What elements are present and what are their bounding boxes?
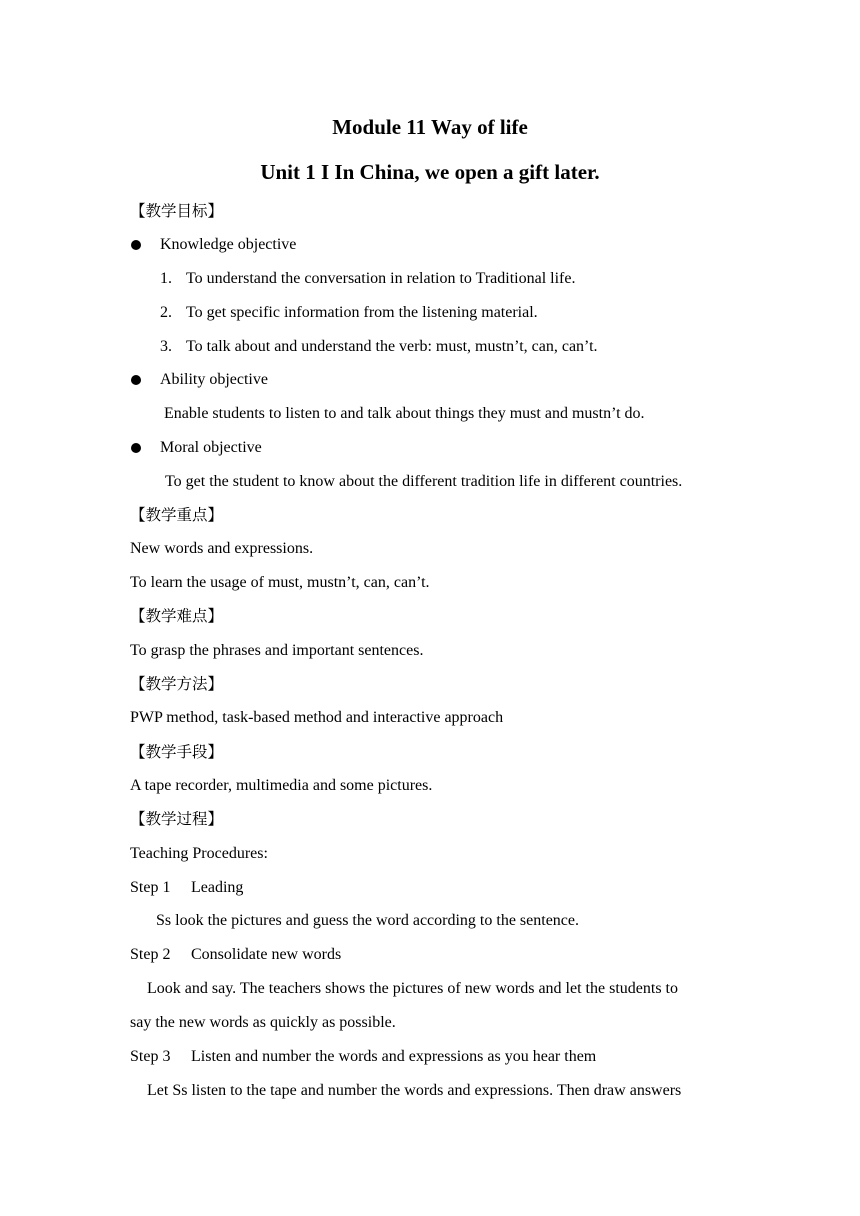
step-text: Ss look the pictures and guess the word according to the sentence. — [156, 912, 579, 929]
step-label: Step 3 — [130, 1048, 171, 1065]
knowledge-objective-label: Knowledge objective — [160, 236, 297, 253]
knowledge-item-text: To talk about and understand the verb: must, mustn’t, can, can’t. — [186, 338, 598, 355]
step-title: Consolidate new words — [191, 946, 342, 963]
objectives-heading: 【教学目标】 — [130, 202, 224, 220]
step-title: Listen and number the words and expressions as you hear them — [191, 1048, 597, 1065]
procedures-label: Teaching Procedures: — [130, 845, 268, 862]
step-text: say the new words as quickly as possible. — [130, 1014, 396, 1031]
document-title: Module 11 Way of life — [332, 115, 528, 139]
knowledge-item-number: 1. — [160, 270, 172, 287]
step-label: Step 2 — [130, 946, 171, 963]
bullet-icon — [131, 375, 141, 385]
difficulties-heading: 【教学难点】 — [130, 607, 224, 625]
document-subtitle: Unit 1 I In China, we open a gift later. — [260, 160, 600, 184]
ability-objective-text: Enable students to listen to and talk about things they must and mustn’t do. — [164, 405, 645, 422]
knowledge-item-text: To understand the conversation in relation to Traditional life. — [186, 270, 576, 287]
step-text: Let Ss listen to the tape and number the words and expressions. Then draw answers — [147, 1082, 682, 1099]
means-text: A tape recorder, multimedia and some pictures. — [130, 777, 433, 794]
key-point-text: New words and expressions. — [130, 540, 314, 557]
knowledge-item-number: 3. — [160, 338, 172, 355]
key-points-heading: 【教学重点】 — [130, 506, 224, 524]
step-title: Leading — [191, 879, 244, 896]
methods-heading: 【教学方法】 — [130, 675, 224, 693]
bullet-icon — [131, 240, 141, 250]
step-text: Look and say. The teachers shows the pictures of new words and let the students to — [147, 980, 678, 997]
ability-objective-label: Ability objective — [160, 371, 268, 388]
means-heading: 【教学手段】 — [130, 743, 224, 761]
difficulties-text: To grasp the phrases and important sentences. — [130, 642, 424, 659]
methods-text: PWP method, task-based method and interactive approach — [130, 709, 504, 726]
moral-objective-text: To get the student to know about the different tradition life in different countries. — [165, 473, 683, 490]
moral-objective-label: Moral objective — [160, 439, 262, 456]
knowledge-item-number: 2. — [160, 304, 172, 321]
step-label: Step 1 — [130, 879, 171, 896]
key-point-text: To learn the usage of must, mustn’t, can, can’t. — [130, 574, 430, 591]
bullet-icon — [131, 443, 141, 453]
knowledge-item-text: To get specific information from the listening material. — [186, 304, 538, 321]
process-heading: 【教学过程】 — [130, 810, 224, 828]
